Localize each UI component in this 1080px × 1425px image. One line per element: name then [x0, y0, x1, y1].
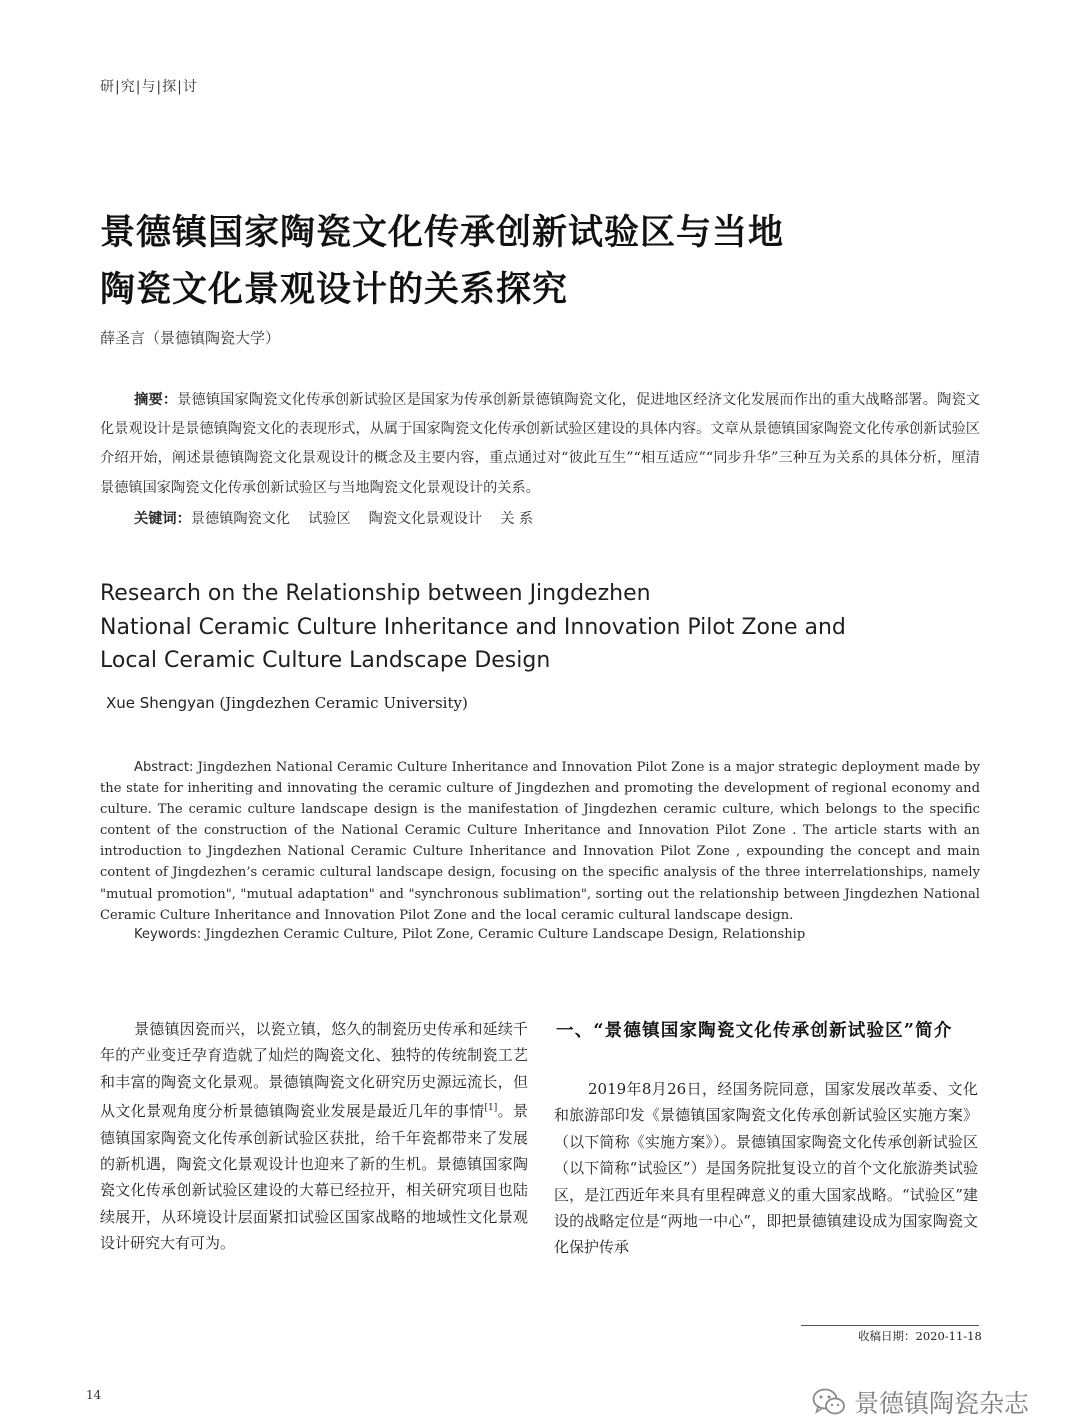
abstract-cn-label: 摘要： — [134, 392, 178, 408]
author-en — [106, 694, 468, 712]
section-1-paragraph — [554, 1076, 978, 1261]
author-en-name: Xue Shengyan — [106, 694, 215, 712]
keyword-cn: 试验区 — [308, 511, 351, 527]
abstract-cn — [100, 386, 980, 503]
wechat-icon — [812, 1388, 846, 1416]
keyword-cn: 陶瓷文化景观设计 — [368, 511, 483, 527]
keywords-cn-label: 关键词： — [134, 511, 191, 527]
english-title-line-3: Local Ceramic Culture Landscape Design — [100, 648, 551, 673]
author-en-affiliation: (Jingdezhen Ceramic University) — [219, 694, 468, 712]
keyword-cn: 景德镇陶瓷文化 — [190, 511, 291, 527]
body-intro-text-1: 景德镇因瓷而兴，以瓷立镇，悠久的制瓷历史传承和延续千年的产业变迁孕育造就了灿烂的陶瓷文化、独特的传统制瓷工艺和丰富的陶瓷文化景观。景德镇陶瓷文化研究历史源远流长，但从文化景观角度分析景德镇陶瓷业发展是最近几年的事情 — [100, 1020, 528, 1121]
author-cn: 薛圣言（景德镇陶瓷大学） — [100, 329, 281, 347]
body-paragraph-intro — [100, 1016, 528, 1257]
body-intro-text-2: 。景德镇国家陶瓷文化传承创新试验区获批，给千年瓷都带来了发展的新机遇，陶瓷文化景观设计也迎来了新的生机。景德镇国家陶瓷文化传承创新试验区建设的大幕已经拉开，相关研究项目也陆续展开，从环境设计层面紧扣试验区国家战略的地域性文化景观设计研究大有可为。 — [100, 1102, 528, 1253]
abstract-en — [100, 757, 980, 926]
footnote-divider — [801, 1325, 979, 1326]
page-number: 14 — [86, 1388, 102, 1402]
keywords-en-text: Jingdezhen Ceramic Culture, Pilot Zone, Ceramic Culture Landscape Design, Relationship — [205, 927, 806, 942]
keyword-cn: 关 系 — [500, 511, 534, 527]
abstract-cn-text: 景德镇国家陶瓷文化传承创新试验区是国家为传承创新景德镇陶瓷文化，促进地区经济文化发展而作出的重大战略部署。陶瓷文化景观设计是景德镇陶瓷文化的表现形式，从属于国家陶瓷文化传承创新试验区建设的具体内容。文章从景德镇国家陶瓷文化传承创新试验区介绍开始，阐述景德镇陶瓷文化景观设计的概念及主要内容，重点通过对“彼此互生”“相互适应”“同步升华”三种互为关系的具体分析，厘清景德镇国家陶瓷文化传承创新试验区与当地陶瓷文化景观设计的关系。 — [100, 392, 980, 496]
abstract-en-label: Abstract: — [134, 760, 194, 775]
keywords-en-label: Keywords: — [134, 927, 202, 942]
received-date: 收稿日期：2020-11-18 — [858, 1329, 982, 1343]
section-1-text: 2019年8月26日，经国务院同意，国家发展改革委、文化和旅游部印发《景德镇国家陶瓷文化传承创新试验区实施方案》（以下简称《实施方案》）。景德镇国家陶瓷文化传承创新试验区（以下简称“试验区”）是国务院批复设立的首个文化旅游类试验区，是江西近年来具有里程碑意义的重大国家战略。“试验区”建设的战略定位是“两地一中心”，即把景德镇建设成为国家陶瓷文化保护传承 — [554, 1080, 978, 1257]
watermark-text: 景德镇陶瓷杂志 — [854, 1389, 1030, 1418]
english-title-line-1: Research on the Relationship between Jingdezhen — [100, 581, 651, 606]
english-title-line-2: National Ceramic Culture Inheritance and Innovation Pilot Zone and — [100, 615, 846, 640]
keywords-cn — [134, 508, 551, 528]
section-tag: 研|究|与|探|讨 — [100, 79, 198, 95]
page-title-line-2: 陶瓷文化景观设计的关系探究 — [100, 269, 569, 310]
section-heading-1: 一、“景德镇国家陶瓷文化传承创新试验区”简介 — [556, 1021, 953, 1041]
page-title-line-1: 景德镇国家陶瓷文化传承创新试验区与当地 — [100, 212, 785, 253]
abstract-en-text: Jingdezhen National Ceramic Culture Inheritance and Innovation Pilot Zone is a major strategic deployment made by the state for inheriting and innovating the ceramic culture of Jingdezhen and promoting the development of regional economy and culture. The ceramic culture landscape design is the manifestation of Jingdezhen ceramic culture, which belongs to the specific content of the construction of the National Ceramic Culture Inheritance and Innovation Pilot Zone . The article starts with an introduction to Jingdezhen National Ceramic Culture Inheritance and Innovation Pilot Zone , expounding the concept and main content of Jingdezhen’s ceramic cultural landscape design, focusing on the specific analysis of the three interrelationships, namely "mutual promotion", "mutual adaptation" and "synchronous sublimation", sorting out the relationship between Jingdezhen National Ceramic Culture Inheritance and Innovation Pilot Zone and the local ceramic cultural landscape design. — [100, 760, 980, 923]
citation-ref: [1] — [484, 1103, 498, 1114]
keywords-en — [134, 927, 805, 942]
watermark — [812, 1386, 1029, 1418]
